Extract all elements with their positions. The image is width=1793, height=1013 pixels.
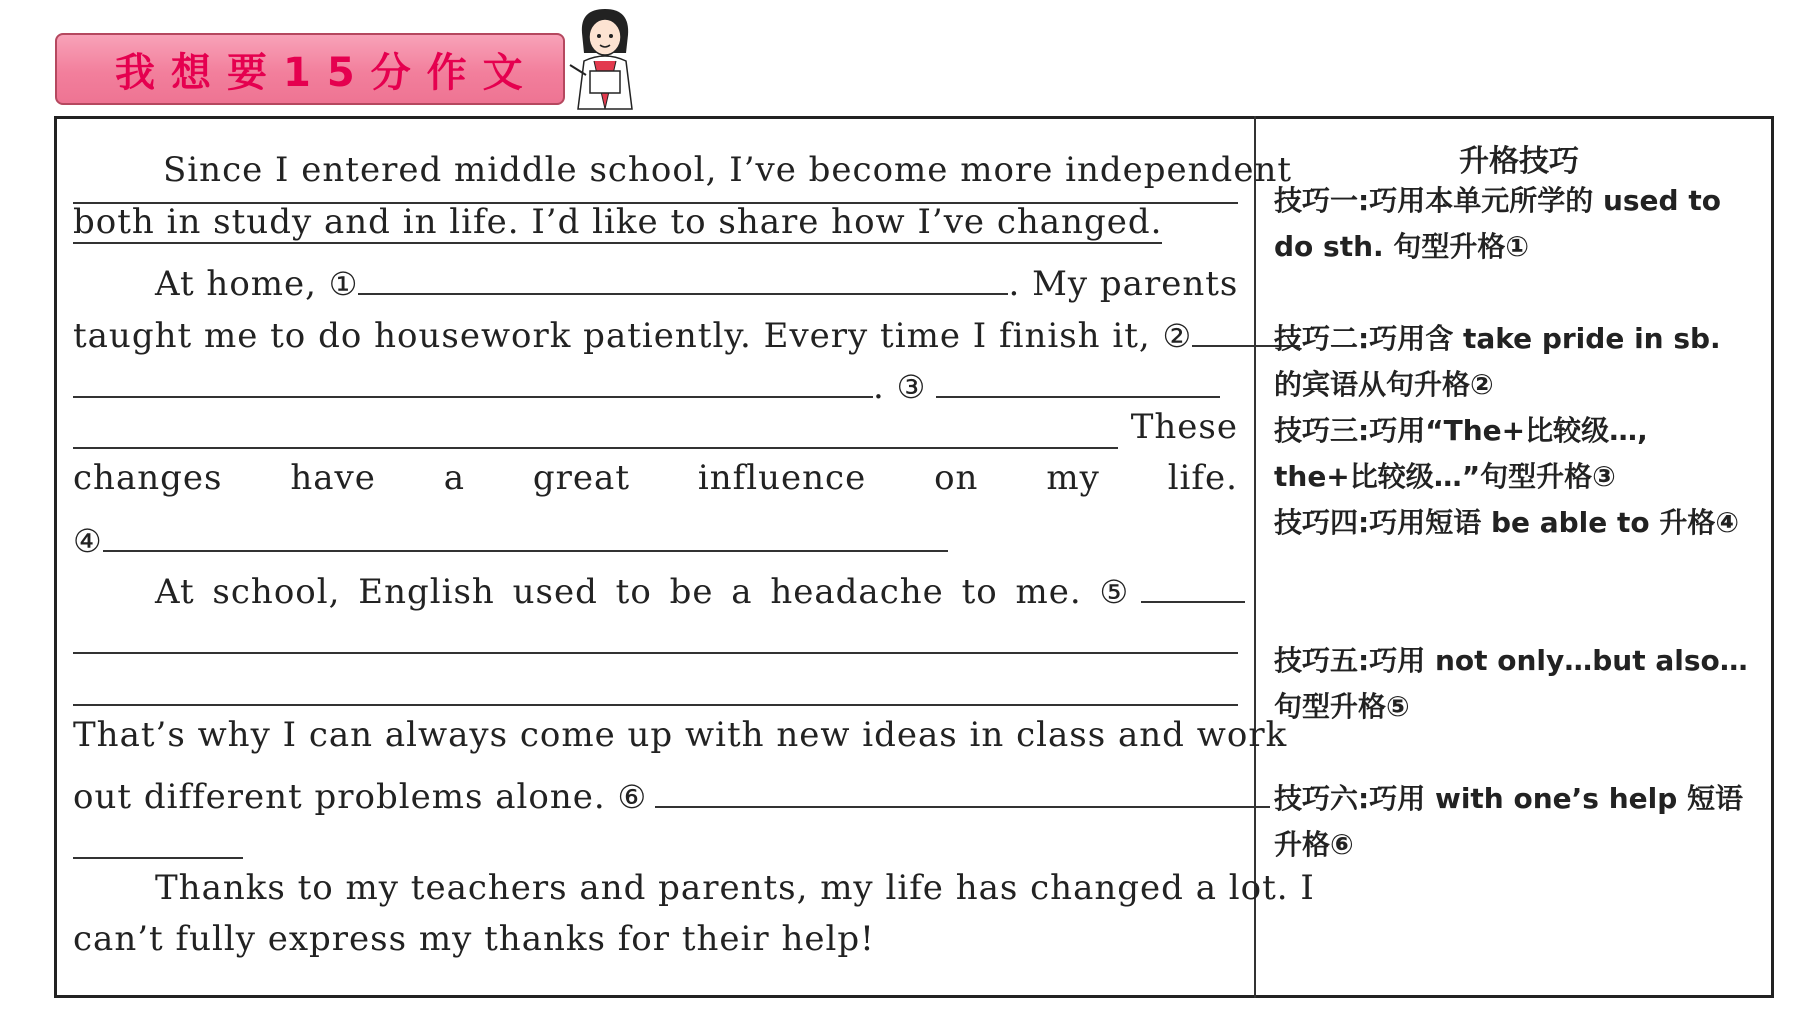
essay-text: At school, English used to be a headache to me. xyxy=(155,572,1100,612)
essay-word: changes xyxy=(73,458,223,498)
essay-line-12 xyxy=(73,715,1288,767)
answer-blank-4[interactable] xyxy=(103,510,948,552)
essay-text: out different problems alone. xyxy=(73,777,618,817)
essay-line-3 xyxy=(73,253,1238,305)
essay-text: can’t fully express my thanks for their help! xyxy=(73,919,875,959)
essay-text: both in study and in life. I’d like to share how I’ve changed. xyxy=(73,202,1163,242)
answer-blank-6[interactable] xyxy=(655,766,1270,808)
essay-word: have xyxy=(290,458,376,498)
essay-line-13 xyxy=(73,766,1238,818)
essay-text: At home, xyxy=(155,264,329,304)
blank-mark-3: ③ xyxy=(896,368,927,406)
girl-illustration-icon xyxy=(560,5,650,113)
essay-word: my xyxy=(1046,458,1100,498)
essay-line-16 xyxy=(73,919,1238,971)
answer-blank-1[interactable] xyxy=(358,253,1008,295)
essay-line-7 xyxy=(73,458,1238,510)
essay-line-8 xyxy=(73,510,1238,562)
essay-text: These xyxy=(1130,407,1238,447)
section-banner xyxy=(55,33,565,105)
blank-mark-1: ① xyxy=(328,265,359,303)
essay-line-15 xyxy=(73,868,1315,920)
tip-2: 技巧二:巧用含 take pride in sb. 的宾语从句升格② xyxy=(1274,322,1721,401)
essay-text: Thanks to my teachers and parents, my life has changed a lot. I xyxy=(155,868,1315,908)
essay-line-10 xyxy=(73,612,1238,664)
essay-line-14 xyxy=(73,817,1238,869)
essay-line-9 xyxy=(73,561,1238,613)
banner-title: 我想要15分作文 xyxy=(115,49,539,96)
essay-word: influence xyxy=(697,458,867,498)
tip-6: 技巧六:巧用 with one’s help 短语升格⑥ xyxy=(1274,782,1744,861)
essay-text: . xyxy=(873,367,897,407)
essay-text: . My parents xyxy=(1008,264,1239,304)
essay-word: life. xyxy=(1167,458,1238,498)
essay-line-4 xyxy=(73,305,1238,357)
essay-text: Since I entered middle school, I’ve become more independent xyxy=(163,150,1293,190)
tip-5: 技巧五:巧用 not only…but also…句型升格⑤ xyxy=(1274,644,1748,723)
essay-line-6 xyxy=(73,407,1238,459)
tip-4: 技巧四:巧用短语 be able to 升格④ xyxy=(1274,506,1740,539)
blank-mark-5: ⑤ xyxy=(1099,573,1130,611)
essay-text: taught me to do housework patiently. Every time I finish it, xyxy=(73,316,1163,356)
essay-word: a xyxy=(443,458,466,498)
blank-mark-2: ② xyxy=(1162,317,1193,355)
answer-blank-5[interactable] xyxy=(1141,561,1245,603)
blank-mark-6: ⑥ xyxy=(617,778,648,816)
tip-1: 技巧一:巧用本单元所学的 used to do sth. 句型升格① xyxy=(1274,184,1721,263)
essay-line-11 xyxy=(73,664,1238,716)
answer-blank-3[interactable] xyxy=(936,356,1220,398)
essay-line-1 xyxy=(73,150,1293,204)
tip-3: 技巧三:巧用“The+比较级…, the+比较级…”句型升格③ xyxy=(1274,414,1648,493)
answer-blank-2-cont[interactable] xyxy=(73,356,873,398)
column-divider xyxy=(1254,116,1256,998)
tips-title: 升格技巧 xyxy=(1459,144,1579,179)
answer-blank-3-cont[interactable] xyxy=(73,407,1118,449)
answer-blank-5-cont2[interactable] xyxy=(73,664,1238,706)
essay-line-5 xyxy=(73,356,1238,408)
answer-blank-5-cont[interactable] xyxy=(73,612,1238,654)
essay-word: great xyxy=(532,458,630,498)
essay-text: That’s why I can always come up with new ideas in class and work xyxy=(73,715,1288,755)
answer-blank-6-cont[interactable] xyxy=(73,817,243,859)
essay-word: on xyxy=(934,458,979,498)
essay-line-2 xyxy=(73,202,1238,254)
blank-mark-4: ④ xyxy=(73,522,103,560)
